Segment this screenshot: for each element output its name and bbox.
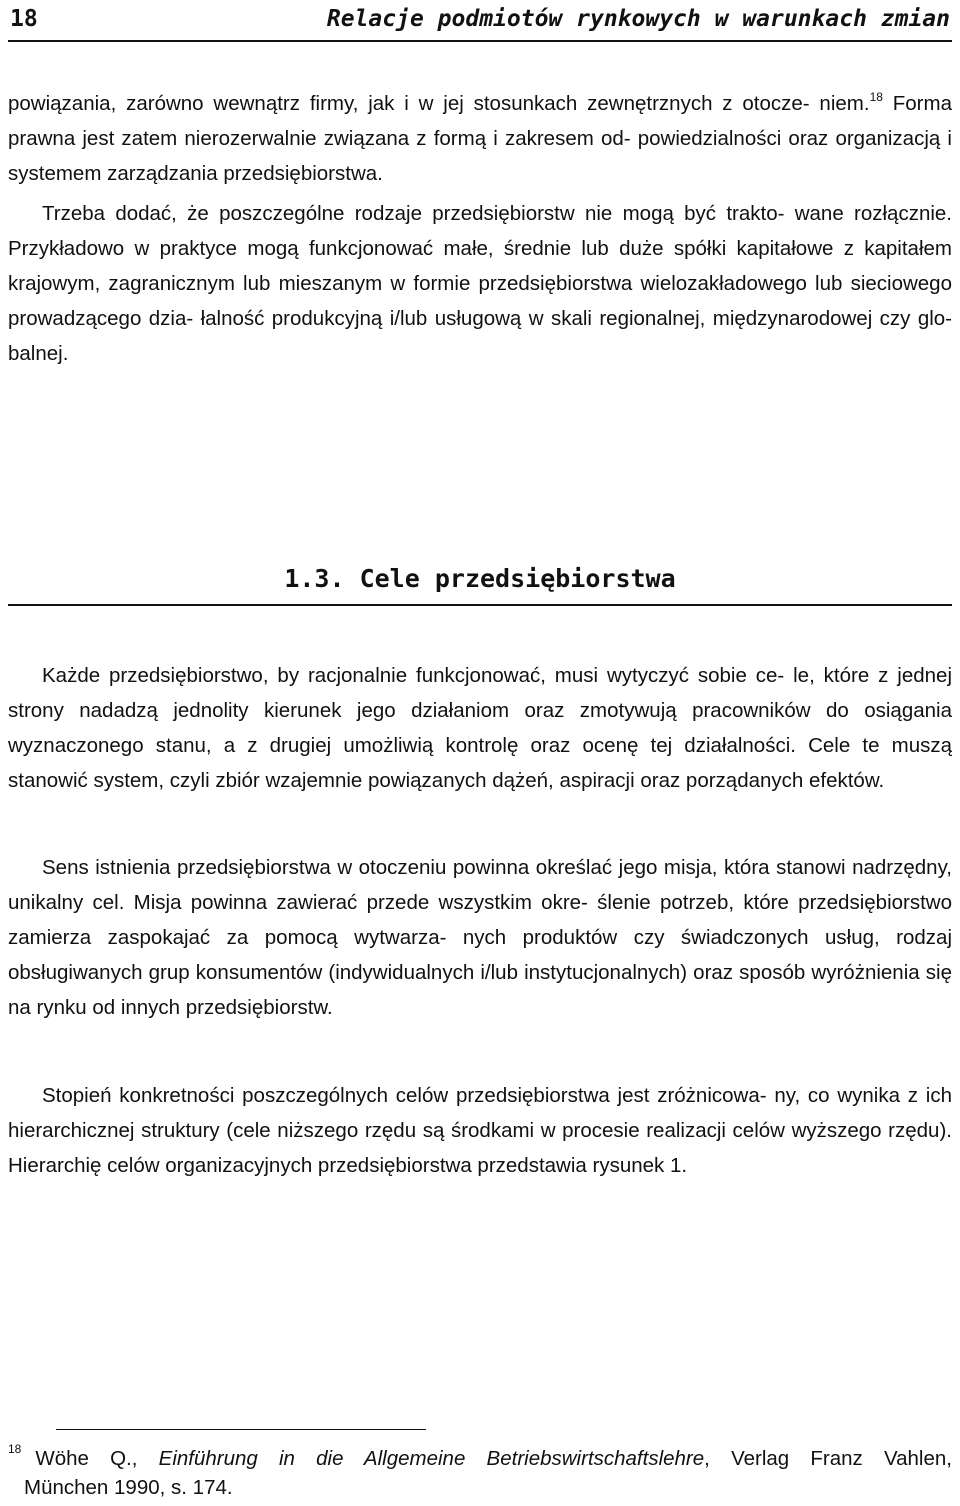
paragraph-text: powiązania, zarówno wewnątrz firmy, jak i w jej stosunkach zewnętrznych z otocze- niem. xyxy=(8,92,870,115)
footnote xyxy=(8,1444,952,1502)
page-number: 18 xyxy=(10,6,38,32)
footnote-reference[interactable]: 18 xyxy=(869,90,883,104)
footnote-place-year: München 1990, s. 174. xyxy=(24,1476,233,1499)
paragraph-goal-hierarchy: Stopień konkretności poszczególnych celów przedsiębiorstwa jest zróżnicowa- ny, co wynika z ich hierarchicznej struktury (cele niższego rzędu są środkami w procesie realizacji celów wyższego rzędu). Hierarchię celów organizacyjnych przedsiębiorstwa przedstawia rysunek 1. xyxy=(8,1084,952,1177)
section-heading: 1.3. Cele przedsiębiorstwa xyxy=(8,556,952,606)
running-title: Relacje podmiotów rynkowych w warunkach zmian xyxy=(326,6,950,32)
paragraph-goals-intro: Każde przedsiębiorstwo, by racjonalnie funkcjonować, musi wytyczyć sobie ce- le, które z jednej strony nadadzą jednolity kierunek jego działaniom oraz zmotywują pracowników do osiągania wyznaczonego stanu, a z drugiej umożliwią kontrolę oraz ocenę tej działalności. Cele te muszą stanowić system, czyli zbiór wzajemnie powiązanych dążeń, aspiracji oraz porządanych efektów. xyxy=(8,664,952,792)
footnote-publisher: , Verlag Franz Vahlen, xyxy=(704,1447,952,1470)
paragraph-legal-form xyxy=(8,86,952,191)
running-header xyxy=(8,2,952,42)
footnote-author: Wöhe Q., xyxy=(35,1447,159,1470)
paragraph-enterprise-types: Trzeba dodać, że poszczególne rodzaje przedsiębiorstw nie mogą być trakto- wane rozłącznie. Przykładowo w praktyce mogą funkcjonować małe, średnie lub duże spółki kapitałowe z kapitałem krajowym, zagranicznym lub mieszanym w formie przedsiębiorstwa wielozakładowego lub sieciowego prowadzącego dzia- łalność produkcyjną i/lub usługową w skali regionalnej, międzynarodowej czy glo- balnej. xyxy=(8,202,952,365)
footnote-marker: 18 xyxy=(8,1442,22,1456)
paragraph-mission: Sens istnienia przedsiębiorstwa w otoczeniu powinna określać jego misja, która stanowi nadrzędny, unikalny cel. Misja powinna zawierać przede wszystkim okre- ślenie potrzeb, które przedsiębiorstwo zamierza zaspokajać za pomocą wytwarza- nych produktów czy świadczonych usług, rodzaj obsługiwanych grup konsumentów (indywidualnych i/lub instytucjonalnych) oraz sposób wyróżnienia się na rynku od innych przedsiębiorstw. xyxy=(8,856,952,1019)
footnote-book-title: Einführung in die Allgemeine Betriebswirtschaftslehre xyxy=(158,1447,705,1470)
footnote-separator xyxy=(56,1429,426,1430)
footnote-line-1 xyxy=(8,1444,952,1473)
paragraph-text: Forma prawna jest zatem nierozerwalnie związana z formą i zakresem od- powiedzialności oraz organizacją i systemem zarządzania przedsiębiorstwa. xyxy=(8,92,952,185)
